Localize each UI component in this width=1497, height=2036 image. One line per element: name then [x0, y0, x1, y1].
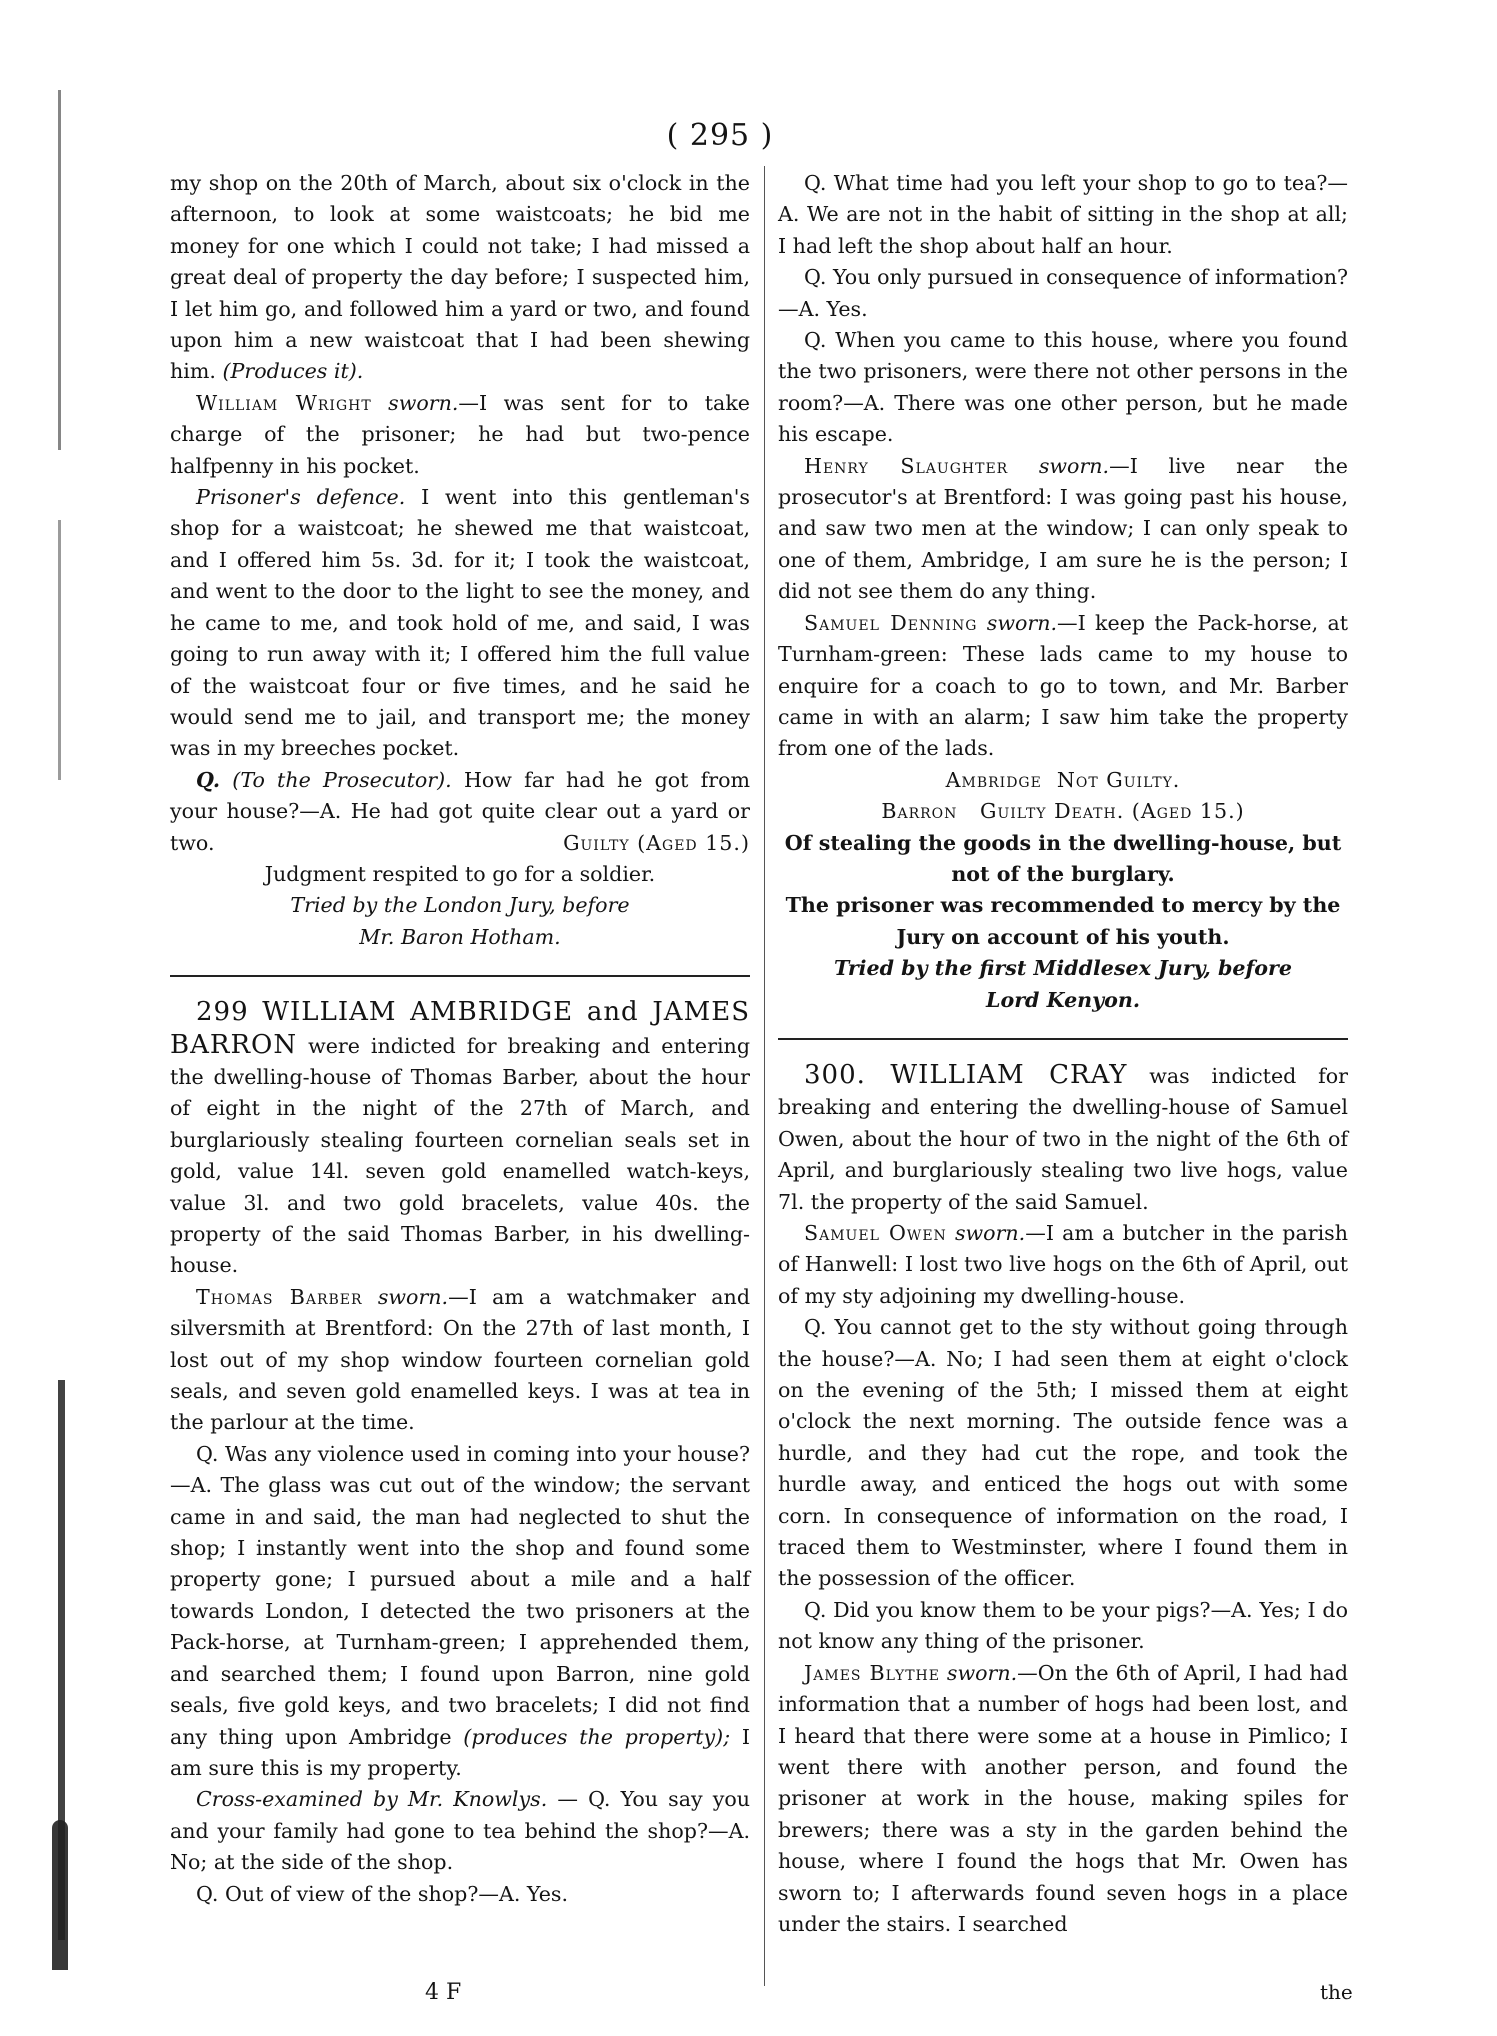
- witness-name: Thomas Barber: [196, 1284, 363, 1309]
- judge-name: Mr. Baron Hotham.: [359, 924, 561, 949]
- verdict: Ambridge Not Guilty.: [945, 767, 1181, 792]
- verdict: Guilty (Aged 15.): [563, 830, 750, 855]
- paragraph: Henry Slaughter sworn.—I live near the prosecutor's at Brentford: I was going past his house, and saw two men at the window; I can only speak to one of them, Ambridge, I am sure he is the person; I did not see them do any thing.: [778, 453, 1348, 604]
- paragraph: Q. You only pursued in consequence of information?—A. Yes.: [778, 265, 1348, 321]
- witness-name: James Blythe: [804, 1660, 940, 1685]
- section-rule: [170, 975, 750, 977]
- case-paragraph: 299 WILLIAM AMBRIDGE and JAMES BARRON were indicted for breaking and entering the dwelling-house of Thomas Barber, about the hour of eight in the night of the 27th of March, and burglariously stealing fourteen cornelian seals set in gold, value 14l. seven gold enamelled watch-keys, value 3l. and two gold bracelets, value 40s. the property of the said Thomas Barber, in his dwelling-house.: [170, 997, 751, 1278]
- catchword: the: [1320, 1980, 1353, 2004]
- paragraph: Q. Out of view of the shop?—A. Yes.: [196, 1881, 569, 1906]
- verdict: Barron Guilty Death. (Aged 15.): [881, 799, 1245, 824]
- paragraph: Q. Was any violence used in coming into your house?—A. The glass was cut out of the window; the servant came in and said, the man had neglected to shut the shop; I instantly went into the shop and found some property gone; I pursued about a mile and a half towards London, I detected the two prisoners at the Pack-horse, at Turnham-green; I apprehended them, and searched them; I found upon Barron, nine gold seals, five gold keys, and two bracelets; I did not find any thing upon Ambridge (produces the property); I am sure this is my property.: [170, 1441, 751, 1780]
- left-column: [170, 168, 750, 1910]
- verdict-note: Of stealing the goods in the dwelling-house, but not of the burglary.: [784, 830, 1342, 886]
- paragraph: William Wright sworn.—I was sent for to take charge of the prisoner; he had but two-pence halfpenny in his pocket.: [170, 390, 750, 478]
- paragraph: my shop on the 20th of March, about six o'clock in the afternoon, to look at some waistcoats; he bid me money for one which I could not take; I had missed a great deal of property the day before; I suspected him, I let him go, and followed him a yard or two, and found upon him a new waistcoat that I had been shewing him. (Produces it).: [170, 171, 750, 384]
- scan-edge-mark: [58, 520, 61, 780]
- scan-edge-mark: [58, 90, 61, 450]
- case-paragraph: 300. WILLIAM CRAY was indicted for breaking and entering the dwelling-house of Samuel Owen, about the hour of two in the night of the 6th of April, and burglariously stealing two live hogs, value 7l. the property of the said Samuel.: [778, 1059, 1348, 1214]
- paragraph: Q. Did you know them to be your pigs?—A. Yes; I do not know any thing of the prisoner.: [778, 1597, 1348, 1654]
- column-divider: [764, 166, 765, 1986]
- paragraph: Thomas Barber sworn.—I am a watchmaker and silversmith at Brentford: On the 27th of last month, I lost out of my shop window fourteen cornelian gold seals, and seven gold enamelled keys. I was at tea in the parlour at the time.: [170, 1284, 751, 1435]
- tried-line: Tried by the London Jury, before: [290, 893, 630, 918]
- paragraph: Q. You cannot get to the sty without going through the house?—A. No; I had seen them at eight o'clock on the evening of the 5th; I missed them at eight o'clock the next morning. The outside fence was a hurdle, and they had cut the rope, and took the hurdle away, and enticed the hogs out with some corn. In consequence of information on the road, I traced them to Westminster, where I found them in the possession of the officer.: [778, 1315, 1348, 1591]
- mercy-note: The prisoner was recommended to mercy by the Jury on account of his youth.: [785, 893, 1341, 949]
- case-heading: 299 WILLIAM AMBRIDGE and JAMES BARRON: [170, 997, 750, 1060]
- witness-name: William Wright: [196, 390, 372, 415]
- paragraph: Samuel Owen sworn.—I am a butcher in the parish of Hanwell: I lost two live hogs on the 6th of April, out of my sty adjoining my dwelling-house.: [778, 1221, 1348, 1308]
- page-number: ( 295 ): [666, 118, 774, 153]
- signature-mark: 4 F: [425, 1980, 462, 2005]
- witness-name: Henry Slaughter: [804, 453, 1009, 478]
- tried-line: Tried by the first Middlesex Jury, before: [834, 956, 1292, 981]
- scan-edge-mark: [52, 1820, 68, 1970]
- paragraph: Q. When you came to this house, where you found the two prisoners, were there not other persons in the room?—A. There was one other person, but he made his escape.: [778, 328, 1348, 447]
- witness-name: Samuel Owen: [804, 1221, 947, 1245]
- paragraph: Q. What time had you left your shop to go to tea?—A. We are not in the habit of sitting in the shop at all; I had left the shop about half an hour.: [778, 171, 1348, 258]
- case-heading: 300. WILLIAM CRAY: [804, 1059, 1128, 1090]
- paragraph: Samuel Denning sworn.—I keep the Pack-horse, at Turnham-green: These lads came to my house to enquire for a coach to go to town, and Mr. Barber came in with an alarm; I saw him take the property from one of the lads.: [778, 610, 1349, 761]
- witness-name: Samuel Denning: [804, 610, 978, 635]
- section-rule: [778, 1038, 1348, 1040]
- paragraph: Q. (To the Prosecutor). How far had he got from your house?—A. He had got quite clear out a yard or two. Guilty (Aged 15.): [170, 765, 750, 859]
- right-column: [778, 168, 1348, 1940]
- paragraph: James Blythe sworn.—On the 6th of April, I had had information that a number of hogs had been lost, and I heard that there were some at a house in Pimlico; I went there with another person, and found the prisoner at work in the house, making spiles for brewers; there was a sty in the garden behind the house, where I found the hogs that Mr. Owen has sworn to; I afterwards found seven hogs in a place under the stairs. I searched: [778, 1660, 1348, 1936]
- paragraph: Prisoner's defence. I went into this gentleman's shop for a waistcoat; he shewed me that waistcoat, and I offered him 5s. 3d. for it; I took the waistcoat, and went to the door to the light to see the money, and he came to me, and took hold of me, and said, I was going to run away with it; I offered him the full value of the waistcoat four or five times, and he said he would send me to jail, and transport me; the money was in my breeches pocket.: [170, 485, 751, 761]
- judge-name: Lord Kenyon.: [985, 987, 1140, 1012]
- judgment: Judgment respited to go for a soldier.: [264, 861, 656, 886]
- paragraph: Cross-examined by Mr. Knowlys. — Q. You say you and your family had gone to tea behind the shop?—A. No; at the side of the shop.: [170, 1787, 751, 1875]
